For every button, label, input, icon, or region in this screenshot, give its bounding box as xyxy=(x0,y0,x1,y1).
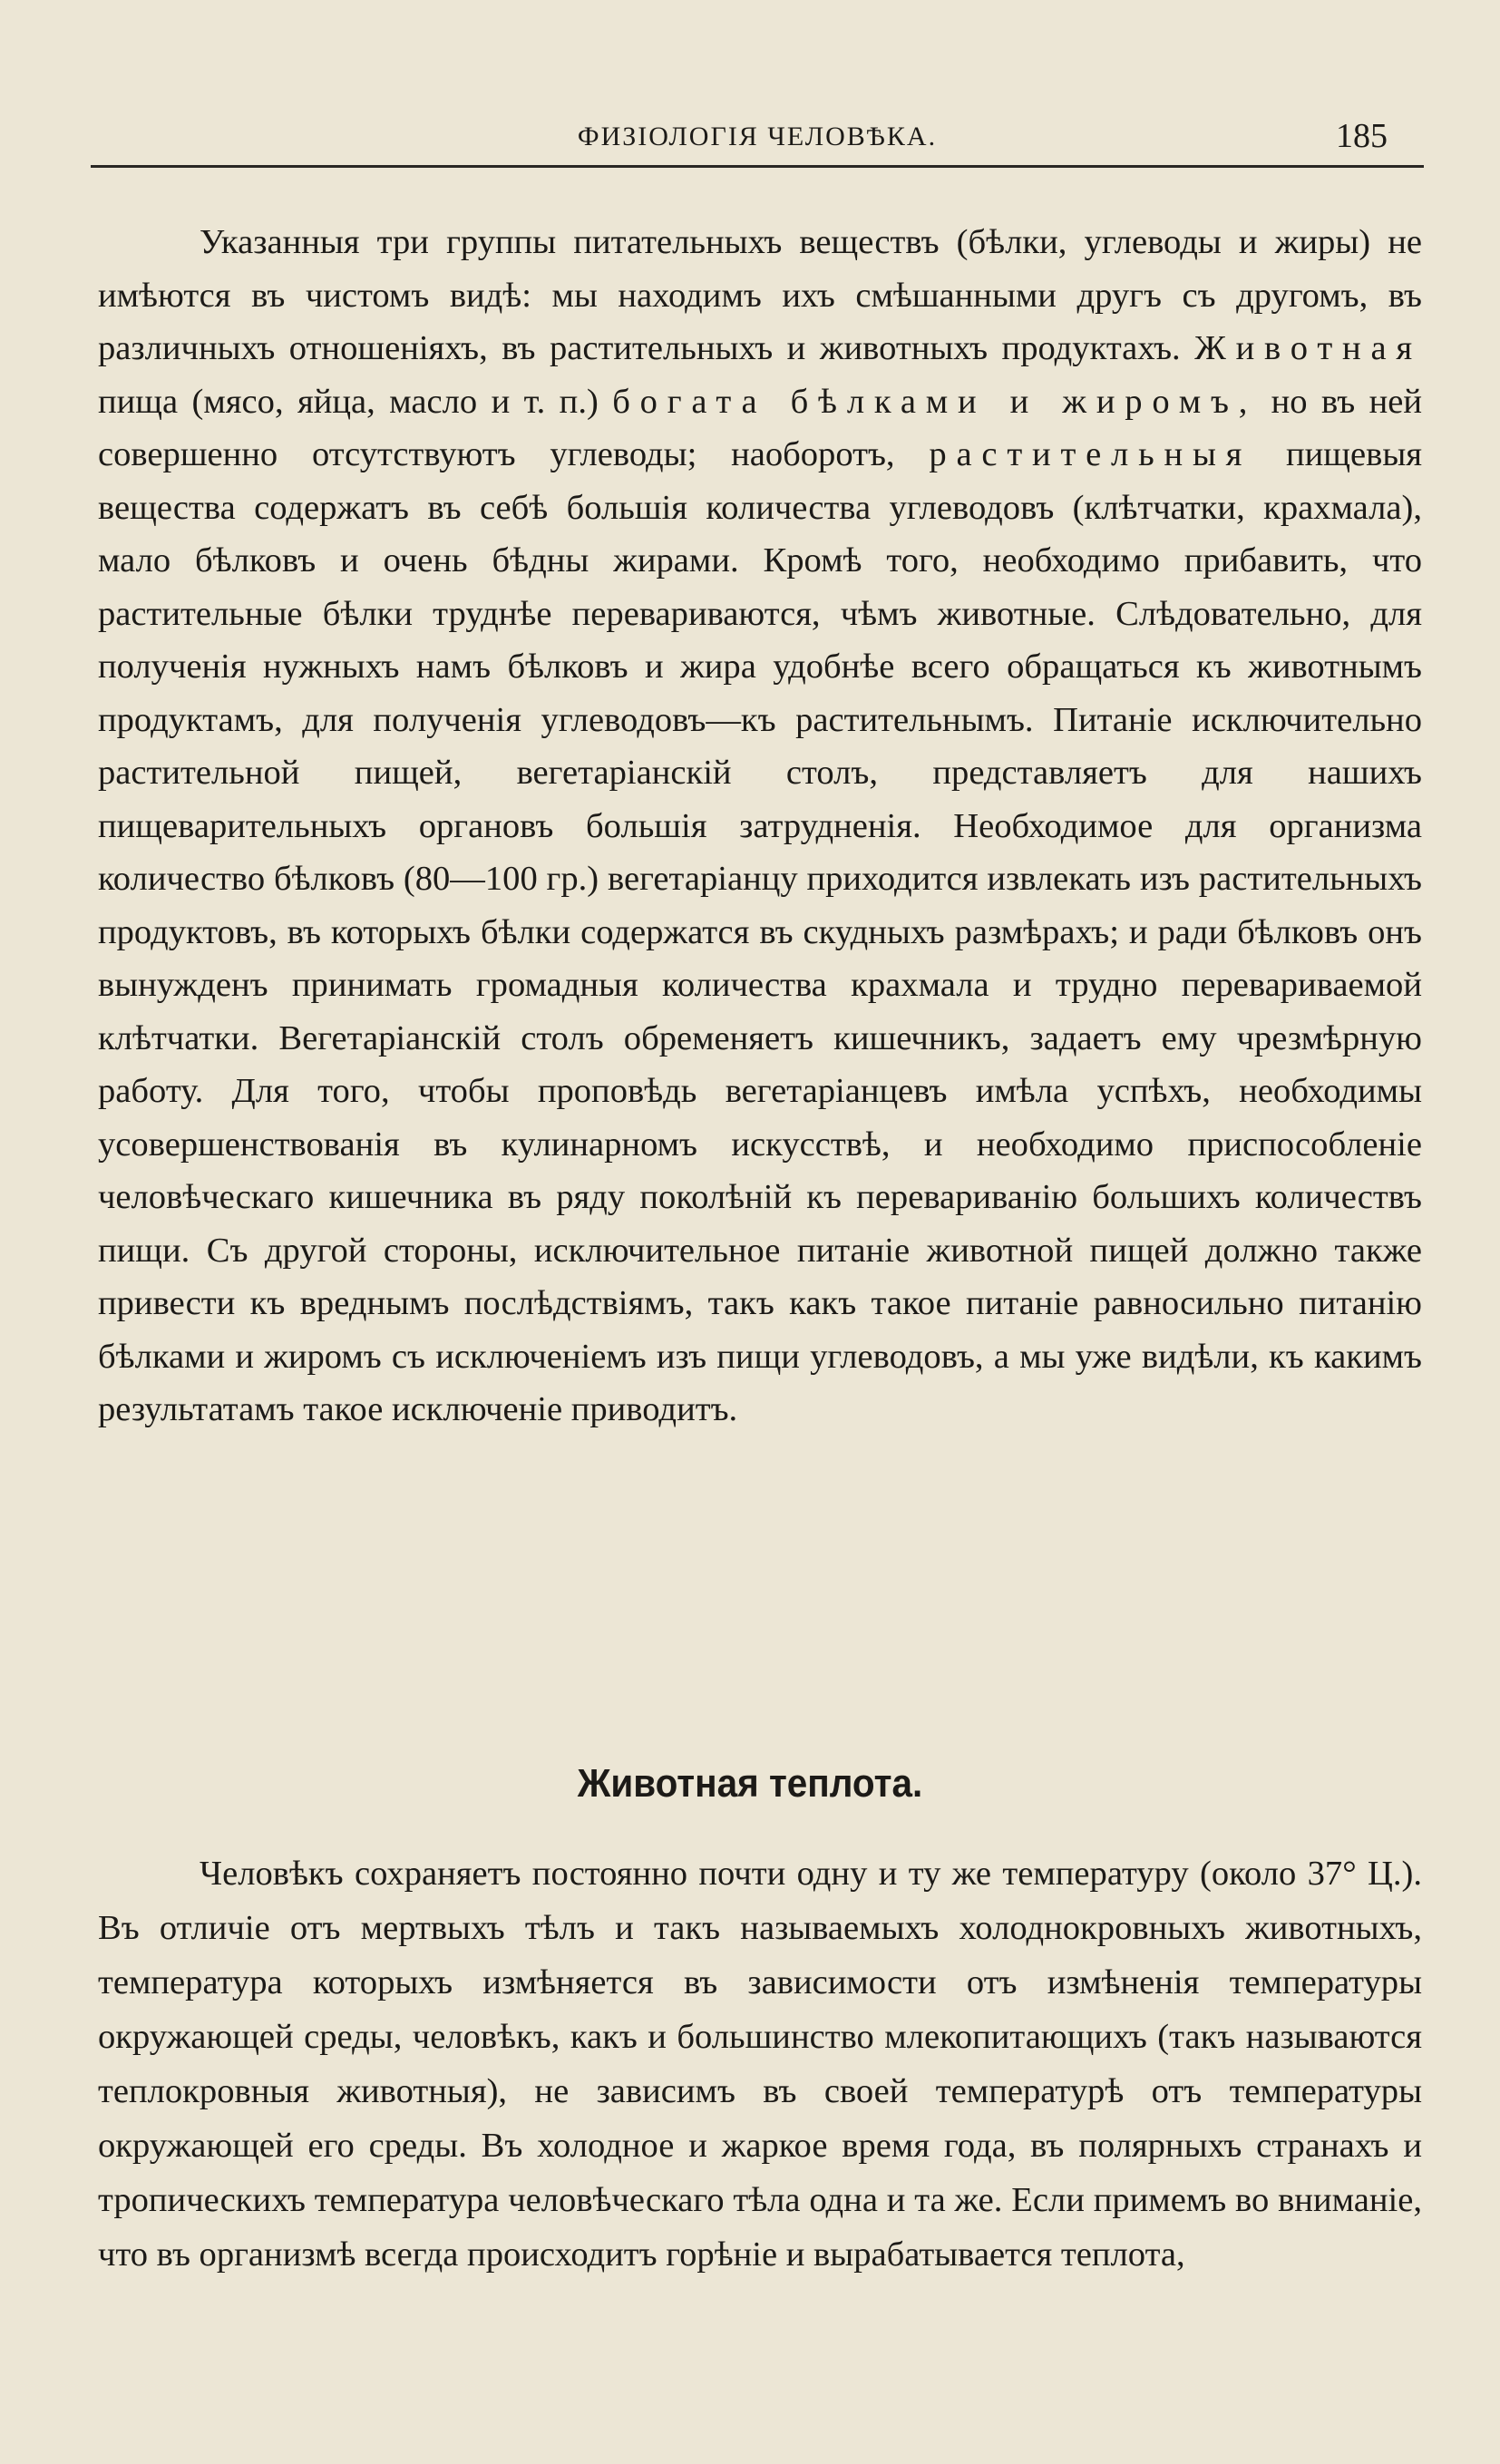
page-number: 185 xyxy=(1336,117,1388,155)
page-header xyxy=(91,116,1424,168)
emphasized-text: растительныя xyxy=(929,435,1252,473)
paragraph-text: Указанныя три группы питательныхъ веществъ (бѣлки, углеводы и жиры) не имѣются въ чистомъ видѣ: мы находимъ ихъ смѣшанными другъ съ другомъ, въ различныхъ отношеніяхъ, въ растительныхъ и животныхъ продуктахъ. xyxy=(98,223,1422,367)
section-heading: Животная теплота. xyxy=(577,1761,923,1806)
emphasized-text: Животная xyxy=(1194,329,1422,367)
emphasized-text: богата бѣлками и жиромъ, xyxy=(612,382,1258,421)
paragraph-text: но въ ней совершенно отсутствуютъ углеводы; наоборотъ, xyxy=(98,382,1422,473)
paragraph-nutrition xyxy=(98,216,1422,1437)
paragraph-text: пищевыя вещества содержатъ въ себѣ большія количества углеводовъ (клѣтчатки, крахмала), мало бѣлковъ и очень бѣдны жирами. Кромѣ того, необходимо прибавить, что растительные бѣлки труднѣе перевариваются, чѣмъ животные. Слѣдовательно, для полученія нужныхъ намъ бѣлковъ и жира удобнѣе всего обращаться къ животнымъ продуктамъ, для полученія углеводовъ—къ растительнымъ. Питаніе исключительно растительной пищей, вегетаріанскій столъ, представляетъ для нашихъ пищеварительныхъ органовъ большія затрудненія. Необходимое для организма количество бѣлковъ (80—100 гр.) вегетаріанцу приходится извлекать изъ растительныхъ продуктовъ, въ которыхъ бѣлки содержатся въ скудныхъ размѣрахъ; и ради бѣлковъ онъ вынужденъ принимать громадныя количества крахмала и трудно перевариваемой клѣтчатки. Вегетаріанскій столъ обременяетъ кишечникъ, задаетъ ему чрезмѣрную работу. Для того, чтобы проповѣдь вегетаріанцевъ имѣла успѣхъ, необходимы усовершенствованія въ кулинарномъ искусствѣ, и необходимо приспособленіе человѣческаго кишечника въ ряду поколѣній къ перевариванію большихъ количествъ пищи. Съ другой стороны, исключительное питаніе животной пищей должно также привести къ вреднымъ послѣдствіямъ, такъ какъ такое питаніе равносильно питанію бѣлками и жиромъ съ исключеніемъ изъ пищи углеводовъ, а мы уже видѣли, къ какимъ результатамъ такое исключеніе приводитъ. xyxy=(98,435,1423,1428)
body-text-block-2 xyxy=(98,1846,1422,2282)
paragraph-animal-heat: Человѣкъ сохраняетъ постоянно почти одну и ту же температуру (около 37° Ц.). Въ отличіе отъ мертвыхъ тѣлъ и такъ называемыхъ холоднокровныхъ животныхъ, температура которыхъ измѣняется въ зависимости отъ измѣненія температуры окружающей среды, человѣкъ, какъ и большинство млекопитающихъ (такъ называются теплокровныя животныя), не зависимъ въ своей температурѣ отъ температуры окружающей его среды. Въ холодное и жаркое время года, въ полярныхъ странахъ и тропическихъ температура человѣческаго тѣла одна и та же. Если примемъ во вниманіе, что въ организмѣ всегда происходитъ горѣніе и вырабатывается теплота, xyxy=(98,1855,1422,2274)
paragraph-text: пища (мясо, яйца, масло и т. п.) xyxy=(98,382,599,421)
body-text-block xyxy=(98,216,1422,1437)
running-title: ФИЗІОЛОГІЯ ЧЕЛОВѢКА. xyxy=(577,122,938,151)
